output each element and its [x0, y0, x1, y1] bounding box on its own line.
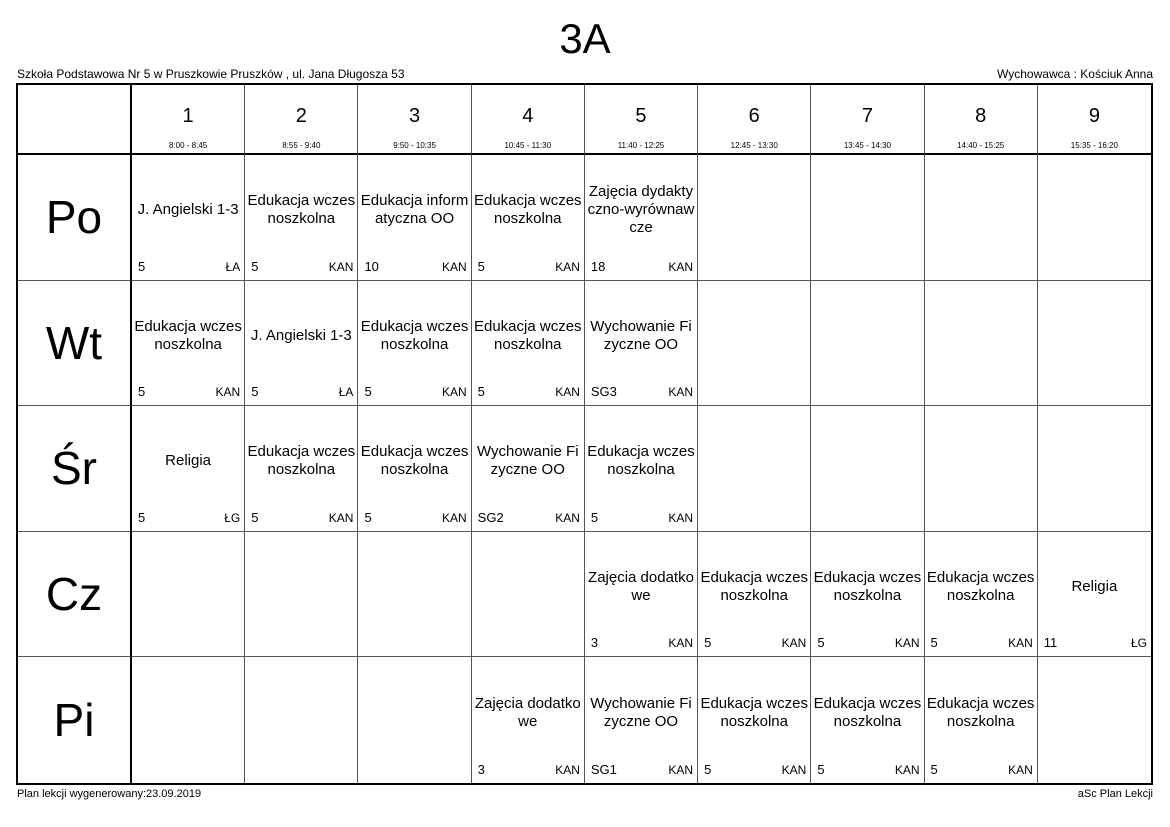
- empty-cell: [1038, 155, 1151, 281]
- lesson-cell: [585, 155, 698, 281]
- lesson-room: SG3: [590, 384, 617, 400]
- period-time: 9:50 - 10:35: [393, 141, 436, 150]
- empty-cell: [358, 532, 471, 658]
- empty-cell: [925, 155, 1038, 281]
- period-header: [132, 85, 245, 155]
- class-title: 3A: [559, 15, 611, 62]
- lesson-teacher: KAN: [1008, 636, 1033, 651]
- lesson-cell: [132, 406, 245, 532]
- lesson-subject: Edukacja wczesnoszkolna: [587, 443, 695, 479]
- lesson-room: 5: [364, 384, 372, 400]
- lesson-subject: Wychowanie Fizyczne OO: [476, 443, 579, 479]
- lesson-room: 10: [364, 258, 379, 274]
- lesson-cell: [925, 532, 1038, 658]
- lesson-teacher: KAN: [781, 636, 807, 651]
- empty-cell: [698, 281, 811, 407]
- empty-cell: [132, 657, 245, 783]
- lesson-teacher: KAN: [215, 385, 241, 400]
- lesson-cell: [245, 155, 358, 281]
- lesson-room: 5: [704, 761, 712, 777]
- lesson-teacher: ŁA: [225, 259, 241, 274]
- lesson-subject: Edukacja wczesnoszkolna: [473, 192, 582, 228]
- homeroom-teacher: Wychowawca : Kościuk Anna: [997, 67, 1153, 81]
- lesson-teacher: KAN: [441, 259, 467, 274]
- empty-cell: [811, 155, 924, 281]
- empty-cell: [811, 281, 924, 407]
- lesson-room: 5: [817, 635, 825, 651]
- day-label: Wt: [45, 316, 103, 369]
- empty-cell: [358, 657, 471, 783]
- lesson-cell: [245, 406, 358, 532]
- lesson-subject: Edukacja wczesnoszkolna: [247, 443, 356, 479]
- period-number: 8: [975, 105, 987, 127]
- day-header: [18, 657, 132, 783]
- lesson-teacher: ŁG: [224, 510, 241, 525]
- empty-cell: [1038, 406, 1151, 532]
- lesson-teacher: ŁG: [1130, 636, 1147, 651]
- corner-cell: [18, 85, 132, 155]
- lesson-subject: J. Angielski 1-3: [250, 326, 352, 344]
- lesson-room: 5: [930, 761, 938, 777]
- period-header: [358, 85, 471, 155]
- empty-cell: [1038, 657, 1151, 783]
- lesson-teacher: KAN: [668, 636, 694, 651]
- lesson-subject: Edukacja wczesnoszkolna: [247, 192, 356, 228]
- lesson-cell: [472, 281, 585, 407]
- empty-cell: [472, 532, 585, 658]
- lesson-subject: Edukacja wczesnoszkolna: [926, 695, 1035, 731]
- empty-cell: [132, 532, 245, 658]
- lesson-subject: Wychowanie Fizyczne OO: [590, 695, 692, 731]
- period-time: 15:35 - 16:20: [1070, 141, 1118, 150]
- lesson-cell: [472, 155, 585, 281]
- period-header: [245, 85, 358, 155]
- lesson-room: 5: [138, 384, 146, 400]
- lesson-room: 5: [477, 384, 485, 400]
- empty-cell: [925, 281, 1038, 407]
- software-credit: aSc Plan Lekcji: [1077, 788, 1153, 800]
- period-time: 8:00 - 8:45: [168, 141, 208, 150]
- lesson-subject: Zajęcia dodatkowe: [588, 569, 694, 605]
- lesson-subject: Religia: [165, 452, 212, 470]
- lesson-subject: Zajęcia dydaktyczno-wyrównawcze: [587, 183, 695, 237]
- lesson-subject: Edukacja wczesnoszkolna: [813, 569, 922, 605]
- day-label: Śr: [51, 442, 97, 495]
- lesson-subject: J. Angielski 1-3: [137, 201, 239, 219]
- period-number: 2: [295, 105, 307, 127]
- lesson-cell: [472, 657, 585, 783]
- empty-cell: [811, 406, 924, 532]
- lesson-subject: Edukacja wczesnoszkolna: [813, 695, 922, 731]
- lesson-subject: Edukacja wczesnoszkolna: [700, 695, 808, 731]
- lesson-subject: Wychowanie Fizyczne OO: [590, 317, 692, 353]
- lesson-subject: Religia: [1071, 578, 1118, 596]
- lesson-teacher: KAN: [555, 762, 580, 777]
- period-number: 9: [1088, 105, 1100, 127]
- empty-cell: [698, 406, 811, 532]
- lesson-room: SG1: [590, 761, 617, 777]
- period-number: 1: [182, 105, 194, 127]
- lesson-cell: [1038, 532, 1151, 658]
- lesson-cell: [358, 406, 471, 532]
- lesson-cell: [132, 281, 245, 407]
- period-number: 5: [635, 105, 647, 127]
- empty-cell: [1038, 281, 1151, 407]
- period-header: [698, 85, 811, 155]
- empty-cell: [925, 406, 1038, 532]
- period-header: [811, 85, 924, 155]
- lesson-cell: [925, 657, 1038, 783]
- lesson-teacher: KAN: [668, 385, 694, 400]
- day-header: [18, 281, 132, 407]
- lesson-room: 11: [1043, 635, 1058, 651]
- empty-cell: [698, 155, 811, 281]
- lesson-room: 5: [477, 258, 485, 274]
- empty-cell: [245, 657, 358, 783]
- period-header: [1038, 85, 1151, 155]
- day-header: [18, 406, 132, 532]
- lesson-subject: Edukacja informatyczna OO: [360, 192, 469, 228]
- lesson-room: SG2: [477, 509, 504, 525]
- lesson-cell: [585, 657, 698, 783]
- school-name: Szkoła Podstawowa Nr 5 w Pruszkowie Pruszków , ul. Jana Długosza 53: [17, 67, 405, 81]
- lesson-room: 5: [251, 384, 259, 400]
- lesson-cell: [585, 532, 698, 658]
- lesson-teacher: KAN: [441, 510, 467, 525]
- lesson-cell: [358, 155, 471, 281]
- day-label: Po: [45, 191, 103, 244]
- lesson-cell: [245, 281, 358, 407]
- period-time: 12:45 - 13:30: [730, 141, 778, 150]
- lesson-teacher: KAN: [668, 762, 694, 777]
- period-number: 3: [408, 105, 421, 127]
- period-header: [472, 85, 585, 155]
- lesson-teacher: KAN: [668, 510, 694, 525]
- period-number: 7: [861, 105, 873, 127]
- lesson-room: 5: [251, 258, 259, 274]
- lesson-subject: Zajęcia dodatkowe: [474, 695, 581, 731]
- generated-date: Plan lekcji wygenerowany:23.09.2019: [17, 788, 202, 800]
- empty-cell: [245, 532, 358, 658]
- period-number: 6: [748, 105, 760, 127]
- lesson-teacher: KAN: [894, 762, 920, 777]
- lesson-room: 5: [930, 635, 938, 651]
- lesson-teacher: KAN: [781, 762, 807, 777]
- lesson-teacher: KAN: [328, 510, 354, 525]
- lesson-room: 18: [590, 258, 606, 274]
- lesson-cell: [358, 281, 471, 407]
- lesson-subject: Edukacja wczesnoszkolna: [360, 317, 469, 353]
- lesson-teacher: KAN: [894, 636, 920, 651]
- lesson-teacher: KAN: [441, 385, 467, 400]
- lesson-room: 5: [138, 509, 146, 525]
- lesson-subject: Edukacja wczesnoszkolna: [700, 569, 808, 605]
- timetable-grid: [16, 83, 1153, 785]
- period-header: [585, 85, 698, 155]
- lesson-room: 3: [477, 761, 485, 777]
- lesson-subject: Edukacja wczesnoszkolna: [134, 317, 242, 353]
- period-header: [925, 85, 1038, 155]
- period-time: 10:45 - 11:30: [504, 141, 552, 150]
- lesson-subject: Edukacja wczesnoszkolna: [926, 569, 1035, 605]
- period-time: 11:40 - 12:25: [617, 141, 665, 150]
- lesson-subject: Edukacja wczesnoszkolna: [360, 443, 469, 479]
- period-time: 13:45 - 14:30: [843, 141, 892, 150]
- day-label: Pi: [53, 694, 95, 747]
- day-label: Cz: [45, 568, 103, 621]
- lesson-cell: [698, 657, 811, 783]
- day-header: [18, 155, 132, 281]
- period-time: 14:40 - 15:25: [957, 141, 1005, 150]
- lesson-room: 5: [817, 761, 825, 777]
- lesson-cell: [585, 406, 698, 532]
- lesson-cell: [698, 532, 811, 658]
- lesson-teacher: KAN: [555, 385, 580, 400]
- lesson-room: 5: [704, 635, 712, 651]
- lesson-subject: Edukacja wczesnoszkolna: [473, 317, 582, 353]
- lesson-room: 5: [364, 509, 372, 525]
- lesson-teacher: KAN: [555, 259, 580, 274]
- lesson-room: 5: [138, 258, 146, 274]
- lesson-cell: [132, 155, 245, 281]
- lesson-room: 5: [590, 509, 599, 525]
- lesson-cell: [472, 406, 585, 532]
- lesson-teacher: KAN: [328, 259, 354, 274]
- lesson-cell: [811, 657, 924, 783]
- lesson-room: 5: [251, 509, 259, 525]
- lesson-teacher: ŁA: [338, 385, 354, 400]
- lesson-cell: [585, 281, 698, 407]
- lesson-teacher: KAN: [1008, 762, 1033, 777]
- period-time: 8:55 - 9:40: [282, 141, 321, 150]
- lesson-cell: [811, 532, 924, 658]
- lesson-teacher: KAN: [555, 510, 580, 525]
- period-number: 4: [522, 105, 534, 127]
- day-header: [18, 532, 132, 658]
- lesson-teacher: KAN: [668, 259, 694, 274]
- lesson-room: 3: [590, 635, 599, 651]
